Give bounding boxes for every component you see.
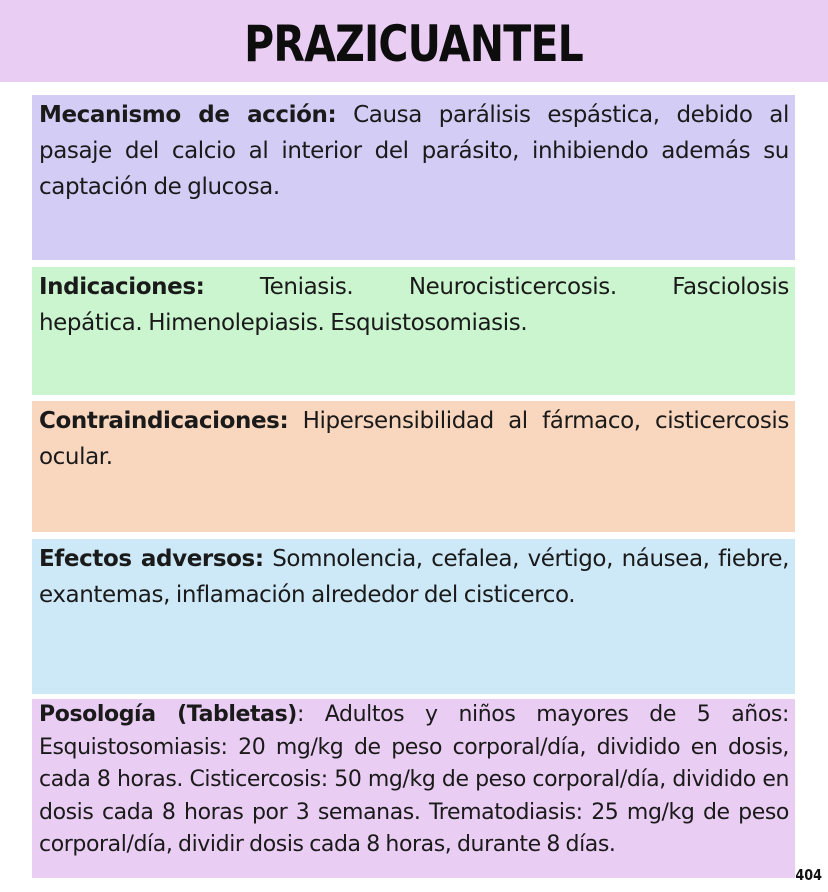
adverse-effects-section — [32, 539, 795, 694]
dosage-text: : Adultos y niños mayores de 5 años: Esquistosomiasis: 20 mg/kg de peso corporal/día, dividido en dosis, cada 8 horas. Cisticercosis: 50 mg/kg de peso corporal/día, dividido en dosis cada 8 horas por 3 semanas. Trematodiasis: 25 mg/kg de peso corporal/día, dividir dosis cada 8 horas, durante 8 días. — [39, 702, 789, 857]
mechanism-label: Mecanismo de acción: — [39, 102, 337, 128]
dosage-label: Posología (Tabletas) — [39, 702, 297, 727]
contraindications-label: Contraindicaciones: — [39, 408, 289, 434]
page-title: PRAZICUANTEL — [244, 15, 584, 73]
title-banner — [0, 0, 828, 82]
page-number: 404 — [795, 866, 822, 884]
indications-text: Teniasis. Neurocisticercosis. Fasciolosis — [204, 274, 789, 300]
indications-section — [32, 267, 795, 395]
indications-text-continued: hepática. Himenolepiasis. Esquistosomiasis. — [39, 310, 528, 336]
indications-label: Indicaciones: — [39, 274, 205, 300]
mechanism-text: Causa parálisis espástica, debido al pasaje del calcio al interior del parásito, inhibiendo además su captación de glucosa. — [39, 102, 789, 200]
contraindications-text: Hipersensibilidad al fármaco, cisticercosis ocular. — [39, 408, 789, 470]
contraindications-section — [32, 401, 795, 532]
adverse-effects-text: Somnolencia, cefalea, vértigo, náusea, fiebre, exantemas, inflamación alrededor del cisticerco. — [39, 546, 789, 608]
dosage-section — [32, 699, 795, 878]
adverse-effects-label: Efectos adversos: — [39, 546, 264, 572]
mechanism-section — [32, 95, 795, 260]
